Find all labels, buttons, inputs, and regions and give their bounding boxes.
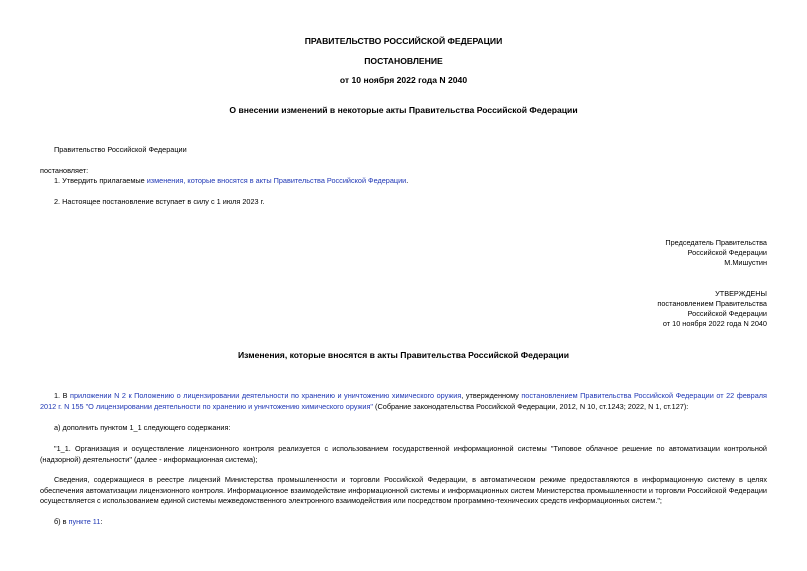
item-1 [54, 176, 408, 187]
quote-paragraph-1: "1_1. Организация и осуществление лицензионного контроля реализуется с использованием государственной информационной системы "Типовое облачное решение по автоматизации контрольной (надзорной) деятельности" (далее - информационная система); [40, 444, 767, 464]
p1-appendix-link[interactable]: приложении N 2 к Положению о лицензировании деятельности по хранению и уничтожению химического оружия [70, 391, 462, 400]
approved-line-4: от 10 ноября 2022 года N 2040 [662, 319, 767, 328]
preamble: Правительство Российской Федерации [54, 145, 187, 154]
resolves-word: постановляет: [40, 166, 89, 175]
quote-paragraph-2: Сведения, содержащиеся в реестре лицензий Министерства промышленности и торговли Российской Федерации, в автоматическом режиме предоставляются в информационную систему в целях обеспечения автоматизации лицензионного контроля. Информационное взаимодействие информационной системы и информационных систем Министерства промышленности и торговли Российской Федерации осуществляется с использованием единой системы межведомственного электронного взаимодействия или посредством программно-технических средств информационных систем."; [40, 475, 767, 505]
p1-suffix: (Собрание законодательства Российской Федерации, 2012, N 10, ст.1243; 2022, N 1, ст.127): [373, 401, 689, 411]
signature-name: М.Мишустин [724, 258, 767, 267]
decree-subject: О внесении изменений в некоторые акты Правительства Российской Федерации [229, 105, 578, 115]
subitem-b-prefix: б) в [54, 517, 69, 526]
government-title: ПРАВИТЕЛЬСТВО РОССИЙСКОЙ ФЕДЕРАЦИИ [304, 36, 503, 46]
item-2: 2. Настоящее постановление вступает в силу с 1 июля 2023 г. [54, 197, 265, 206]
approved-line-1: УТВЕРЖДЕНЫ [715, 289, 767, 298]
p1-decree-link[interactable]: постановлением Правительства Российской Федерации от 22 февраля 2012 г. N 155 "О лицензировании деятельности по хранению и уничтожению химического оружия" [40, 391, 767, 411]
subitem-b-suffix: : [100, 517, 103, 526]
subitem-a: а) дополнить пунктом 1_1 следующего содержания: [54, 423, 231, 432]
changes-title: Изменения, которые вносятся в акты Правительства Российской Федерации [237, 350, 569, 360]
subitem-b [54, 517, 102, 528]
subitem-b-link[interactable]: пункте 11 [68, 517, 101, 526]
decree-type: ПОСТАНОВЛЕНИЕ [364, 56, 443, 66]
signature-line-1: Председатель Правительства [665, 238, 767, 247]
approved-line-2: постановлением Правительства [657, 299, 767, 308]
item-1-prefix: 1. Утвердить прилагаемые [54, 176, 147, 185]
signature-line-2: Российской Федерации [687, 248, 767, 257]
decree-date: от 10 ноября 2022 года N 2040 [339, 75, 468, 85]
item-1-suffix: . [406, 176, 409, 185]
approved-line-3: Российской Федерации [687, 309, 767, 318]
item-1-link[interactable]: изменения, которые вносятся в акты Правительства Российской Федерации [146, 176, 407, 185]
p1-middle: , утвержденному [461, 391, 522, 400]
p1-prefix: 1. В [54, 391, 71, 400]
changes-paragraph-1 [40, 391, 767, 412]
